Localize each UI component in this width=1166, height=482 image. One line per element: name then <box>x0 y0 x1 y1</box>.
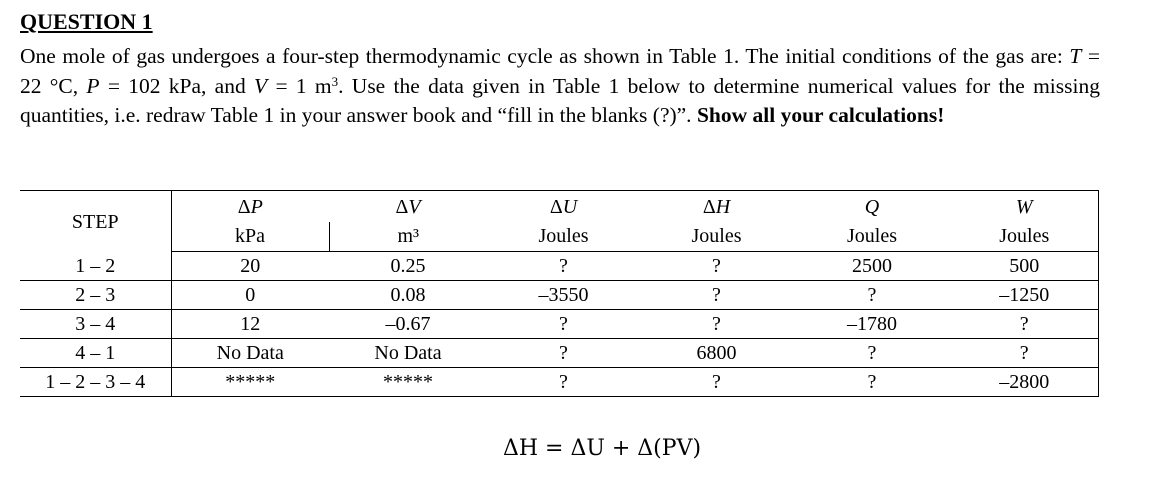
header-delta-u: ΔU <box>487 191 640 223</box>
unit-p: kPa <box>171 222 329 252</box>
table-cell: ? <box>640 281 793 310</box>
cycle-table <box>20 190 1099 397</box>
step-label: 1 – 2 <box>20 252 171 281</box>
emphasis-text: Show all your calculations! <box>696 103 945 127</box>
enthalpy-equation <box>0 436 1166 461</box>
unit-w: Joules <box>951 222 1098 252</box>
table-cell: 2500 <box>793 252 951 281</box>
unit-h: Joules <box>640 222 793 252</box>
table-cell: –3550 <box>487 281 640 310</box>
header-q: Q <box>793 191 951 223</box>
table-cell: ***** <box>329 368 487 397</box>
table-cell: ? <box>793 281 951 310</box>
table-row <box>20 339 1098 368</box>
table-cell: ? <box>793 368 951 397</box>
header-delta-v: ΔV <box>329 191 487 223</box>
unit-u: Joules <box>487 222 640 252</box>
table-row <box>20 281 1098 310</box>
table-cell: 0.25 <box>329 252 487 281</box>
table-cell: 500 <box>951 252 1098 281</box>
table-cell: 20 <box>171 252 329 281</box>
step-label: 2 – 3 <box>20 281 171 310</box>
step-header: STEP <box>20 191 171 252</box>
table-cell: No Data <box>171 339 329 368</box>
table-cell: ? <box>640 252 793 281</box>
equation-text: ΔH = ΔU + Δ(PV) <box>502 436 702 461</box>
question-title: QUESTION 1 <box>20 9 153 34</box>
table-cell: ? <box>487 310 640 339</box>
table-cell: No Data <box>329 339 487 368</box>
step-label: 3 – 4 <box>20 310 171 339</box>
step-label: 1 – 2 – 3 – 4 <box>20 368 171 397</box>
table-cell: –1250 <box>951 281 1098 310</box>
table-cell: ***** <box>171 368 329 397</box>
table-cell: 0 <box>171 281 329 310</box>
table-cell: ? <box>487 252 640 281</box>
table-cell: ? <box>640 310 793 339</box>
table-cell: –1780 <box>793 310 951 339</box>
table-cell: ? <box>793 339 951 368</box>
table-cell: ? <box>640 368 793 397</box>
header-delta-p: ΔP <box>171 191 329 223</box>
unit-q: Joules <box>793 222 951 252</box>
table-cell: 6800 <box>640 339 793 368</box>
header-w: W <box>951 191 1098 223</box>
table-cell: ? <box>951 339 1098 368</box>
step-label: 4 – 1 <box>20 339 171 368</box>
table-cell: 0.08 <box>329 281 487 310</box>
table-row <box>20 310 1098 339</box>
table-row <box>20 252 1098 281</box>
table-cell: 12 <box>171 310 329 339</box>
table-cell: ? <box>487 368 640 397</box>
question-text: One mole of gas undergoes a four-step thermodynamic cycle as shown in Table 1. The initial conditions of the gas are: T = 22 °C, P = 102 kPa, and V = 1 $m^3$. Use the data given in Table 1 below to determine numerical values for the missing quantities, i.e. redraw Table 1 in your answer book and “fill in the blanks (?)”. Show all your calculations! <box>20 44 1100 127</box>
table-cell: –2800 <box>951 368 1098 397</box>
table-cell: ? <box>487 339 640 368</box>
table-cell: –0.67 <box>329 310 487 339</box>
table-row <box>20 368 1098 397</box>
header-delta-h: ΔH <box>640 191 793 223</box>
table-cell: ? <box>951 310 1098 339</box>
unit-v: m³ <box>329 222 487 252</box>
